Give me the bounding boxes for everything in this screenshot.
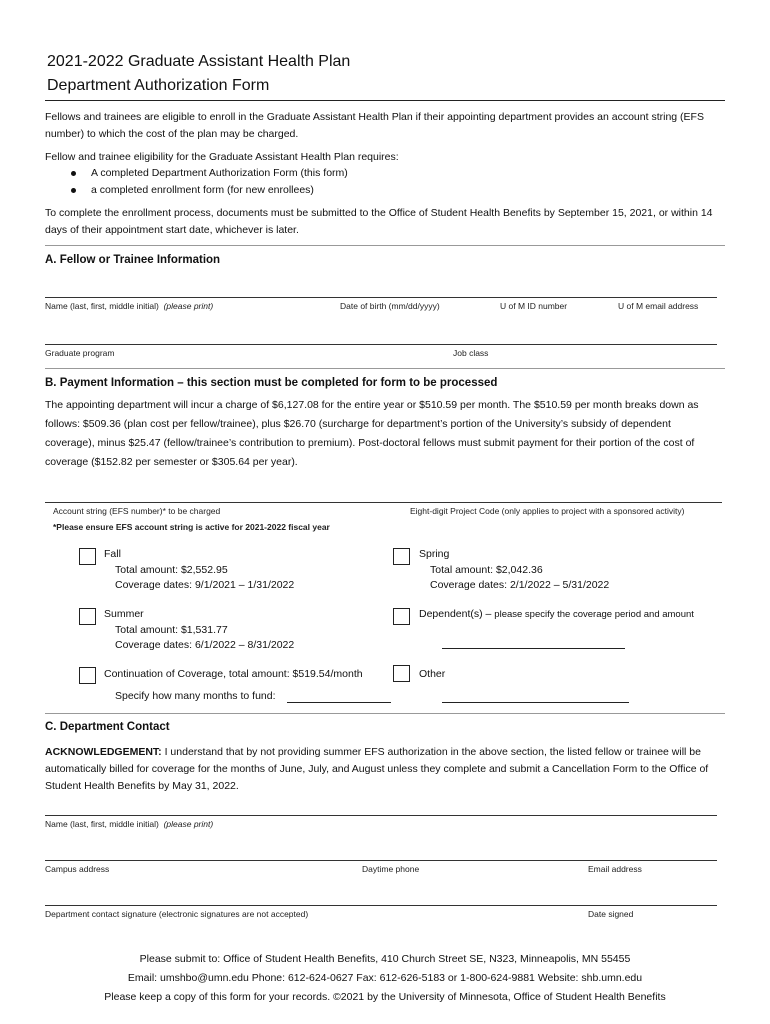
contact-address-line[interactable] [45, 860, 717, 861]
umn-email-field-label: U of M email address [618, 301, 699, 311]
section-a-heading: A. Fellow or Trainee Information [45, 254, 221, 266]
months-to-fund-line[interactable] [287, 702, 391, 703]
section-b-heading: B. Payment Information – this section must be completed for form to be processed [45, 377, 498, 389]
contact-name-line[interactable] [45, 815, 717, 816]
fall-option: Fall Total amount: $2,552.95 Coverage dates: 9/1/2021 – 1/31/2022 [104, 548, 295, 591]
other-option: Other [419, 668, 446, 680]
other-checkbox[interactable] [393, 665, 410, 682]
contact-email-label: Email address [588, 864, 642, 874]
continuation-option: Continuation of Coverage, total amount: $519.54/month [104, 668, 363, 680]
section-c-heading: C. Department Contact [45, 721, 170, 733]
fellow-info-line-2[interactable] [45, 344, 717, 345]
list-item: A completed Department Authorization Form (this form) [45, 165, 727, 182]
section-divider [45, 368, 725, 369]
date-signed-label: Date signed [588, 909, 634, 919]
intro-paragraph-2: Fellow and trainee eligibility for the Graduate Assistant Health Plan requires: [45, 151, 399, 163]
job-class-field-label: Job class [453, 348, 489, 358]
footer-submit-address: Please submit to: Office of Student Health Benefits, 410 Church Street SE, N323, Minneapolis, MN 55455 [139, 953, 631, 965]
dependents-option: Dependent(s) – please specify the coverage period and amount [419, 608, 694, 620]
spring-option: Spring Total amount: $2,042.36 Coverage dates: 2/1/2022 – 5/31/2022 [419, 548, 610, 591]
continuation-checkbox[interactable] [79, 667, 96, 684]
spring-checkbox[interactable] [393, 548, 410, 565]
summer-option: Summer Total amount: $1,531.77 Coverage dates: 6/1/2022 – 8/31/2022 [104, 608, 295, 651]
dependents-specify-line[interactable] [442, 648, 625, 649]
graduate-program-field-label: Graduate program [45, 348, 115, 358]
fall-checkbox[interactable] [79, 548, 96, 565]
footer-contact-info: Email: umshbo@umn.edu Phone: 612-624-0627 Fax: 612-626-5183 or 1-800-624-9881 Website: shb.umn.edu [127, 972, 643, 984]
fellow-info-line-1[interactable] [45, 297, 717, 298]
umid-field-label: U of M ID number [500, 301, 568, 311]
dependents-checkbox[interactable] [393, 608, 410, 625]
requirements-list [45, 165, 727, 199]
list-item: a completed enrollment form (for new enrollees) [45, 182, 727, 199]
fellow-name-field-label: Name (last, first, middle initial) (please print) [45, 301, 214, 311]
title-divider [45, 100, 725, 101]
section-divider [45, 245, 725, 246]
form-title-line2: Department Authorization Form [47, 77, 270, 94]
campus-address-label: Campus address [45, 864, 110, 874]
intro-paragraph-3: To complete the enrollment process, documents must be submitted to the Office of Student Health Benefits by September 15, 2021, or within 14 days of their appointment start date, whichever is later. [45, 207, 713, 236]
months-to-fund-label: Specify how many months to fund: [115, 690, 276, 702]
bullet-icon [71, 188, 76, 193]
acknowledgement-paragraph: ACKNOWLEDGEMENT: I understand that by not providing summer EFS authorization in the above section, the listed fellow or trainee will be automatically billed for coverage for the months of June, July, and August unless they complete and submit a Cancellation Form to the Office of Student Health Benefits by May 31, 2022. [45, 746, 709, 792]
account-string-line[interactable] [45, 502, 722, 503]
payment-info-paragraph: The appointing department will incur a charge of $6,127.08 for the entire year or $510.59 per month. The $510.59 per month breaks down as follows: $509.36 (plan cost per fellow/trainee), plus $26.70 (surcharge for department’s portion of the University’s subsidy of dependent coverage), minus $25.47 (fellow/trainee’s contribution to premium). Post-doctoral fellows must submit payment for their portion of the cost of coverage ($152.82 per semester or $305.64 per year). [45, 399, 699, 468]
signature-label: Department contact signature (electronic signatures are not accepted) [45, 909, 309, 919]
section-divider [45, 713, 725, 714]
other-specify-line[interactable] [442, 702, 629, 703]
account-string-label: Account string (EFS number)* to be charged [53, 506, 221, 516]
summer-checkbox[interactable] [79, 608, 96, 625]
bullet-icon [71, 171, 76, 176]
contact-name-label: Name (last, first, middle initial) (please print) [45, 819, 214, 829]
dob-field-label: Date of birth (mm/dd/yyyy) [340, 301, 440, 311]
signature-line[interactable] [45, 905, 717, 906]
intro-paragraph-1: Fellows and trainees are eligible to enroll in the Graduate Assistant Health Plan if their appointing department provides an account string (EFS number) to which the cost of the plan may be charged. [45, 111, 704, 140]
account-active-note: *Please ensure EFS account string is active for 2021-2022 fiscal year [53, 522, 330, 532]
form-title-line1: 2021-2022 Graduate Assistant Health Plan [47, 53, 351, 70]
daytime-phone-label: Daytime phone [362, 864, 420, 874]
footer-copyright: Please keep a copy of this form for your records. ©2021 by the University of Minnesota, Office of Student Health Benefits [104, 991, 666, 1003]
project-code-label: Eight-digit Project Code (only applies to project with a sponsored activity) [410, 506, 685, 516]
